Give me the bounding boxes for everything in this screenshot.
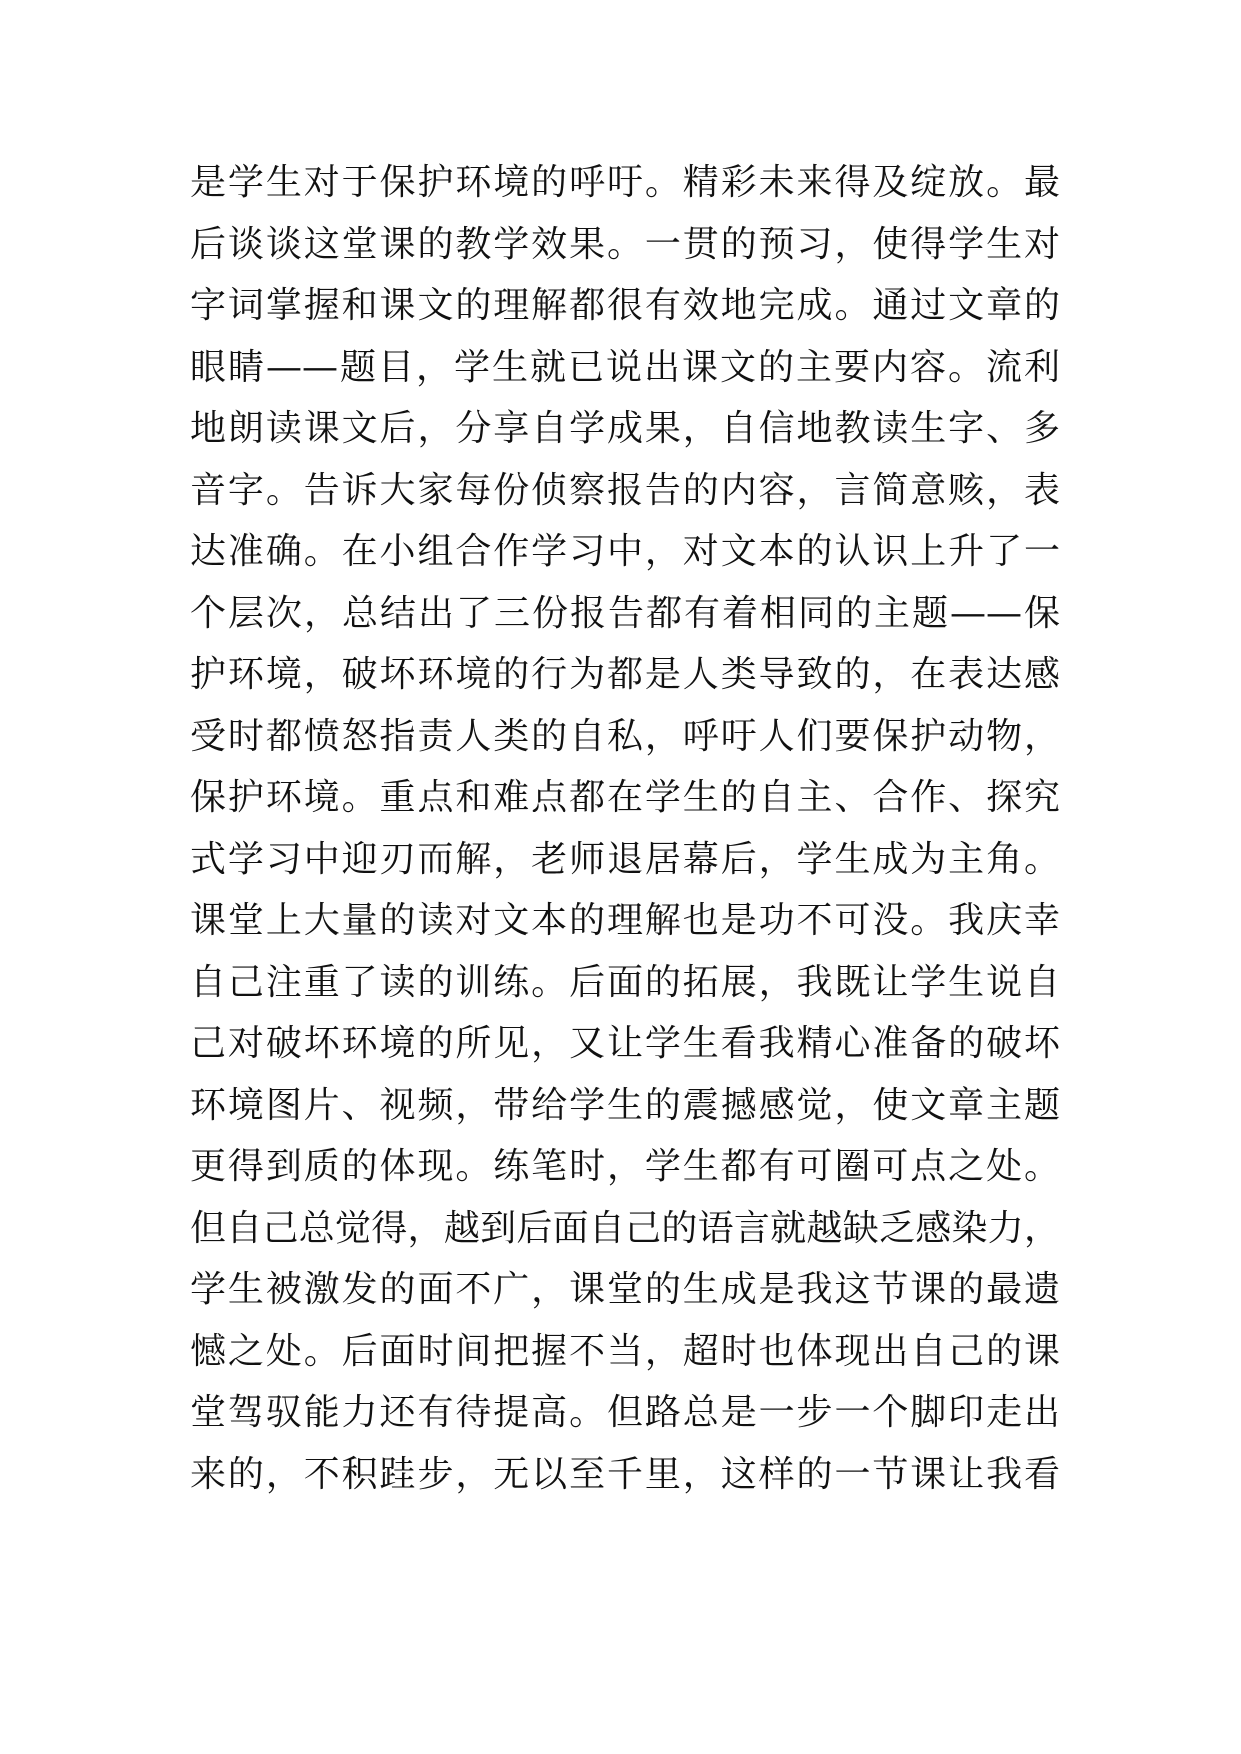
text-line-7: 达准确。在小组合作学习中，对文本的认识上升了一 bbox=[190, 531, 1060, 572]
text-line-20: 憾之处。后面时间把握不当，超时也体现出自己的课 bbox=[190, 1330, 1060, 1372]
text-line-1: 是学生对于保护环境的呼吁。精彩未来得及绽放。最 bbox=[190, 162, 1060, 203]
text-line-5: 地朗读课文后，分享自学成果，自信地教读生字、多 bbox=[190, 408, 1060, 449]
text-line-6: 音字。告诉大家每份侦察报告的内容，言简意赅，表 bbox=[190, 469, 1060, 511]
text-line-4: 眼睛——题目，学生就已说出课文的主要内容。流利 bbox=[190, 346, 1060, 388]
text-line-15: 己对破坏环境的所见，又让学生看我精心准备的破坏 bbox=[190, 1023, 1060, 1064]
text-line-22: 来的，不积跬步，无以至千里，这样的一节课让我看 bbox=[190, 1453, 1060, 1495]
text-line-21: 堂驾驭能力还有待提高。但路总是一步一个脚印走出 bbox=[190, 1392, 1060, 1433]
text-line-14: 自己注重了读的训练。后面的拓展，我既让学生说自 bbox=[190, 961, 1060, 1003]
text-line-8: 个层次，总结出了三份报告都有着相同的主题——保 bbox=[190, 592, 1060, 634]
text-line-3: 字词掌握和课文的理解都很有效地完成。通过文章的 bbox=[190, 285, 1060, 326]
text-line-12: 式学习中迎刃而解，老师退居幕后，学生成为主角。 bbox=[190, 838, 1060, 880]
text-line-17: 更得到质的体现。练笔时，学生都有可圈可点之处。 bbox=[190, 1146, 1060, 1187]
text-line-11: 保护环境。重点和难点都在学生的自主、合作、探究 bbox=[190, 777, 1060, 818]
text-line-18: 但自己总觉得，越到后面自己的语言就越缺乏感染力， bbox=[190, 1207, 1060, 1249]
text-line-13: 课堂上大量的读对文本的理解也是功不可没。我庆幸 bbox=[190, 900, 1060, 941]
text-line-9: 护环境，破坏环境的行为都是人类导致的，在表达感 bbox=[190, 654, 1060, 695]
text-line-2: 后谈谈这堂课的教学效果。一贯的预习，使得学生对 bbox=[190, 223, 1060, 265]
text-line-16: 环境图片、视频，带给学生的震撼感觉，使文章主题 bbox=[190, 1084, 1060, 1126]
body-text bbox=[190, 152, 1060, 1505]
text-line-10: 受时都愤怒指责人类的自私，呼吁人们要保护动物， bbox=[190, 715, 1060, 757]
text-line-19: 学生被激发的面不广，课堂的生成是我这节课的最遗 bbox=[190, 1269, 1060, 1310]
